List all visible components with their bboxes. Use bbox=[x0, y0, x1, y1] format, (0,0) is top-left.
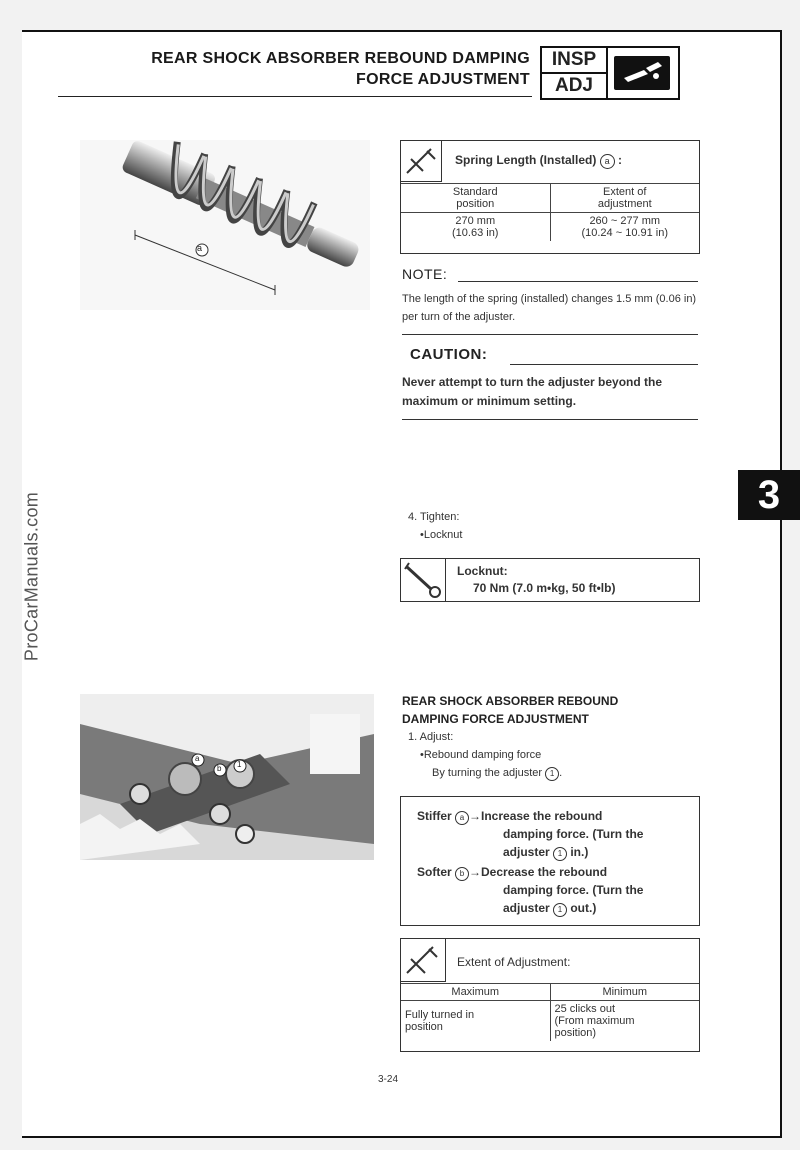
stiffer-row: Stiffer a →Increase the rebound bbox=[417, 809, 603, 823]
circled-1: 1 bbox=[553, 903, 567, 917]
step4-line2: •Locknut bbox=[420, 529, 463, 541]
rear-shock-linkage-illustration bbox=[80, 694, 374, 860]
figure2-label-1: 1 bbox=[237, 760, 242, 769]
shock-absorber-illustration bbox=[80, 140, 370, 310]
chapter-tab: 3 bbox=[738, 470, 800, 520]
badge-adj: ADJ bbox=[554, 75, 593, 96]
caliper-icon bbox=[401, 939, 446, 982]
note-label: NOTE: bbox=[402, 266, 448, 282]
badge-insp: INSP bbox=[542, 48, 606, 74]
locknut-value: 70 Nm (7.0 m•kg, 50 ft•lb) bbox=[473, 581, 616, 595]
spring-spec-title: Spring Length (Installed) a : bbox=[455, 153, 623, 167]
stiffer-row-2: damping force. (Turn the bbox=[503, 827, 644, 841]
step4-line1: 4. Tighten: bbox=[408, 511, 460, 523]
caliper-icon bbox=[401, 141, 442, 182]
caution-label: CAUTION: bbox=[410, 346, 488, 363]
note-text: The length of the spring (installed) changes 1.5 mm (0.06 in) per turn of the adjuster. bbox=[402, 293, 697, 323]
stiffer-softer-box bbox=[400, 796, 700, 926]
spring-length-spec-box bbox=[400, 140, 700, 254]
stiffer-row-3: adjuster 1 in.) bbox=[503, 845, 589, 859]
circled-b: b bbox=[455, 867, 469, 881]
note-rule bbox=[458, 281, 698, 282]
rear-shock-adjuster-photo bbox=[80, 694, 374, 860]
figure1-label-a: a bbox=[197, 243, 203, 253]
caution-text: Never attempt to turn the adjuster beyond the maximum or minimum setting. bbox=[402, 375, 663, 408]
locknut-title: Locknut: bbox=[457, 564, 508, 578]
watermark: ProCarManuals.com bbox=[21, 491, 42, 662]
header-rule bbox=[58, 96, 532, 97]
screwdriver-icon bbox=[614, 56, 670, 90]
figure2-label-a: a bbox=[195, 754, 200, 763]
page-title bbox=[151, 48, 530, 90]
circled-1: 1 bbox=[553, 847, 567, 861]
softer-row-2: damping force. (Turn the bbox=[503, 883, 644, 897]
circled-a: a bbox=[600, 154, 615, 169]
figure2-label-b: b bbox=[217, 764, 222, 773]
extent-adjustment-spec-box bbox=[400, 938, 700, 1052]
spring-spec-table: Standard position Extent of adjustment 270 mm (10.63 in) 260 ~ 277 mm (10.24 ~ 10.91 in) bbox=[401, 183, 699, 241]
section2-bullet: •Rebound damping force bbox=[420, 749, 542, 761]
torque-wrench-icon bbox=[401, 559, 446, 601]
circled-a: a bbox=[455, 811, 469, 825]
softer-row: Softer b →Decrease the rebound bbox=[417, 865, 608, 879]
section2-step1: 1. Adjust: bbox=[408, 731, 454, 743]
caution-rule bbox=[510, 364, 698, 365]
section2-by: By turning the adjuster 1 . bbox=[432, 767, 563, 779]
caution-end-rule bbox=[402, 419, 698, 420]
softer-row-3: adjuster 1 out.) bbox=[503, 901, 597, 915]
circled-1: 1 bbox=[545, 767, 559, 781]
insp-adj-badge bbox=[540, 46, 680, 100]
note-end-rule bbox=[402, 334, 698, 335]
locknut-spec-box bbox=[400, 558, 700, 602]
shock-absorber-photo bbox=[80, 140, 370, 310]
page-number: 3-24 bbox=[378, 1074, 399, 1085]
extent-table: Maximum Minimum Fully turned in position 25 clicks out (From maximum position) bbox=[401, 983, 699, 1041]
section2-title: REAR SHOCK ABSORBER REBOUND DAMPING FORCE ADJUSTMENT bbox=[402, 694, 619, 726]
title-line-1: REAR SHOCK ABSORBER REBOUND DAMPING bbox=[151, 50, 530, 67]
extent-title: Extent of Adjustment: bbox=[457, 955, 571, 969]
title-line-2: FORCE ADJUSTMENT bbox=[356, 71, 530, 88]
